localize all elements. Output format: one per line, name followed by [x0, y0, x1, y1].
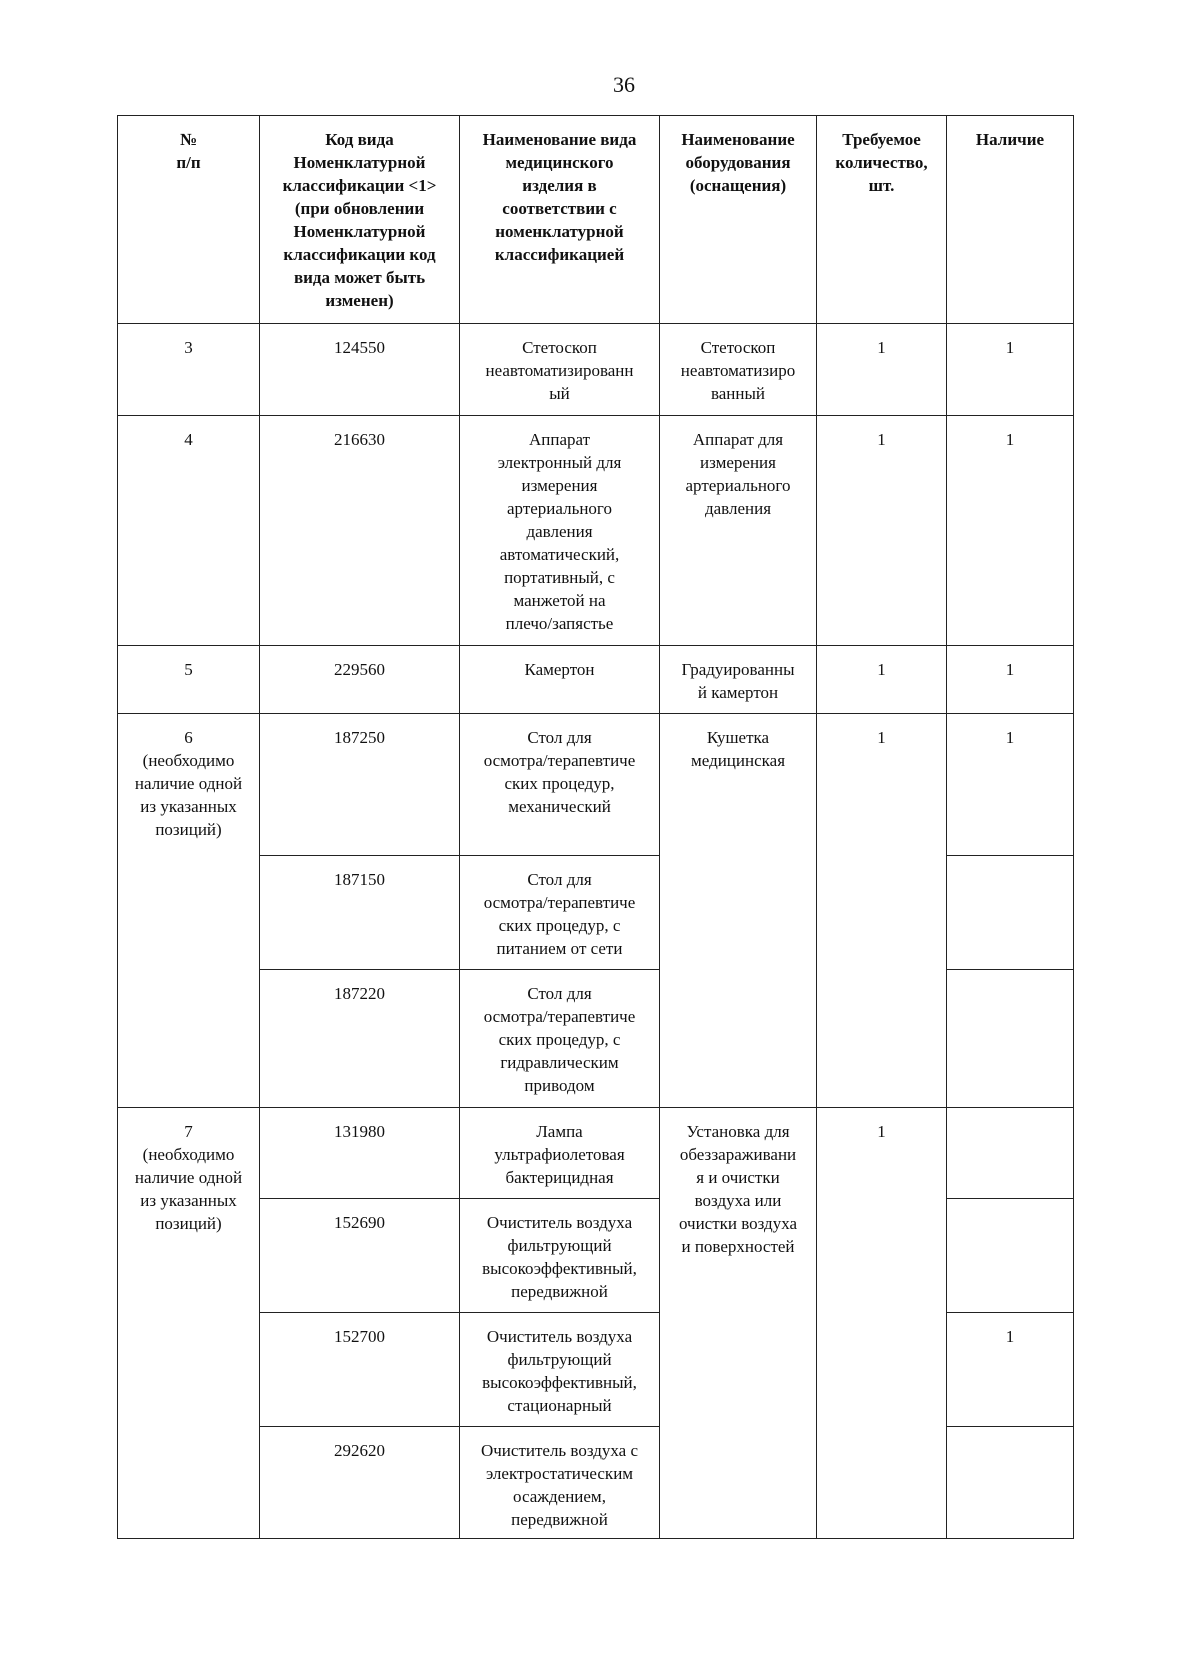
cell-required-qty: 1	[817, 1108, 947, 1539]
cell-required-qty: 1	[817, 324, 947, 416]
cell-availability: 1	[947, 324, 1074, 416]
cell-device-name: Аппарат электронный для измерения артериального давления автоматический, портативный, с манжетой на плечо/запястье	[460, 416, 660, 646]
cell-equipment-name: Аппарат для измерения артериального давления	[660, 416, 817, 646]
cell-availability	[947, 856, 1074, 970]
cell-num: 7 (необходимо наличие одной из указанных позиций)	[118, 1108, 260, 1539]
header-code: Код вида Номенклатурной классификации <1> (при обновлении Номенклатурной классификации код вида может быть изменен)	[260, 116, 460, 324]
cell-device-name: Лампа ультрафиолетовая бактерицидная	[460, 1108, 660, 1199]
cell-equipment-name: Установка для обеззараживани я и очистки воздуха или очистки воздуха и поверхностей	[660, 1108, 817, 1539]
cell-code: 187220	[260, 970, 460, 1108]
cell-device-name: Камертон	[460, 646, 660, 714]
cell-availability	[947, 970, 1074, 1108]
cell-required-qty: 1	[817, 646, 947, 714]
cell-device-name: Очиститель воздуха с электростатическим осаждением, передвижной	[460, 1427, 660, 1539]
cell-device-name: Очиститель воздуха фильтрующий высокоэффективный, передвижной	[460, 1199, 660, 1313]
cell-availability	[947, 1199, 1074, 1313]
header-required-qty: Требуемое количество, шт.	[817, 116, 947, 324]
cell-availability	[947, 1108, 1074, 1199]
cell-code: 124550	[260, 324, 460, 416]
cell-code: 187150	[260, 856, 460, 970]
cell-device-name: Стол для осмотра/терапевтиче ских процедур, с питанием от сети	[460, 856, 660, 970]
cell-device-name: Стол для осмотра/терапевтиче ских процедур, с гидравлическим приводом	[460, 970, 660, 1108]
cell-num: 3	[118, 324, 260, 416]
table-row	[118, 1108, 1074, 1199]
cell-equipment-name: Кушетка медицинская	[660, 714, 817, 1108]
cell-code: 187250	[260, 714, 460, 856]
cell-num: 5	[118, 646, 260, 714]
cell-code: 131980	[260, 1108, 460, 1199]
table-row	[118, 714, 1074, 856]
equipment-table	[117, 115, 1074, 1539]
cell-device-name: Стол для осмотра/терапевтиче ских процедур, механический	[460, 714, 660, 856]
cell-required-qty: 1	[817, 416, 947, 646]
header-device-name: Наименование вида медицинского изделия в соответствии с номенклатурной классификацией	[460, 116, 660, 324]
page-number: 36	[613, 72, 635, 97]
header-availability: Наличие	[947, 116, 1074, 324]
cell-num: 4	[118, 416, 260, 646]
cell-num: 6 (необходимо наличие одной из указанных позиций)	[118, 714, 260, 1108]
cell-device-name: Очиститель воздуха фильтрующий высокоэффективный, стационарный	[460, 1313, 660, 1427]
header-equipment-name: Наименование оборудования (оснащения)	[660, 116, 817, 324]
cell-device-name: Стетоскоп неавтоматизированн ый	[460, 324, 660, 416]
cell-equipment-name: Градуированны й камертон	[660, 646, 817, 714]
cell-availability: 1	[947, 416, 1074, 646]
cell-availability: 1	[947, 1313, 1074, 1427]
cell-availability: 1	[947, 714, 1074, 856]
header-num: № п/п	[118, 116, 260, 324]
cell-code: 216630	[260, 416, 460, 646]
cell-code: 229560	[260, 646, 460, 714]
cell-required-qty: 1	[817, 714, 947, 1108]
cell-availability	[947, 1427, 1074, 1539]
cell-code: 292620	[260, 1427, 460, 1539]
table-header-row	[118, 116, 1074, 324]
cell-code: 152690	[260, 1199, 460, 1313]
cell-code: 152700	[260, 1313, 460, 1427]
table-row	[118, 646, 1074, 714]
table-row	[118, 324, 1074, 416]
cell-equipment-name: Стетоскоп неавтоматизиро ванный	[660, 324, 817, 416]
cell-availability: 1	[947, 646, 1074, 714]
table-row	[118, 416, 1074, 646]
